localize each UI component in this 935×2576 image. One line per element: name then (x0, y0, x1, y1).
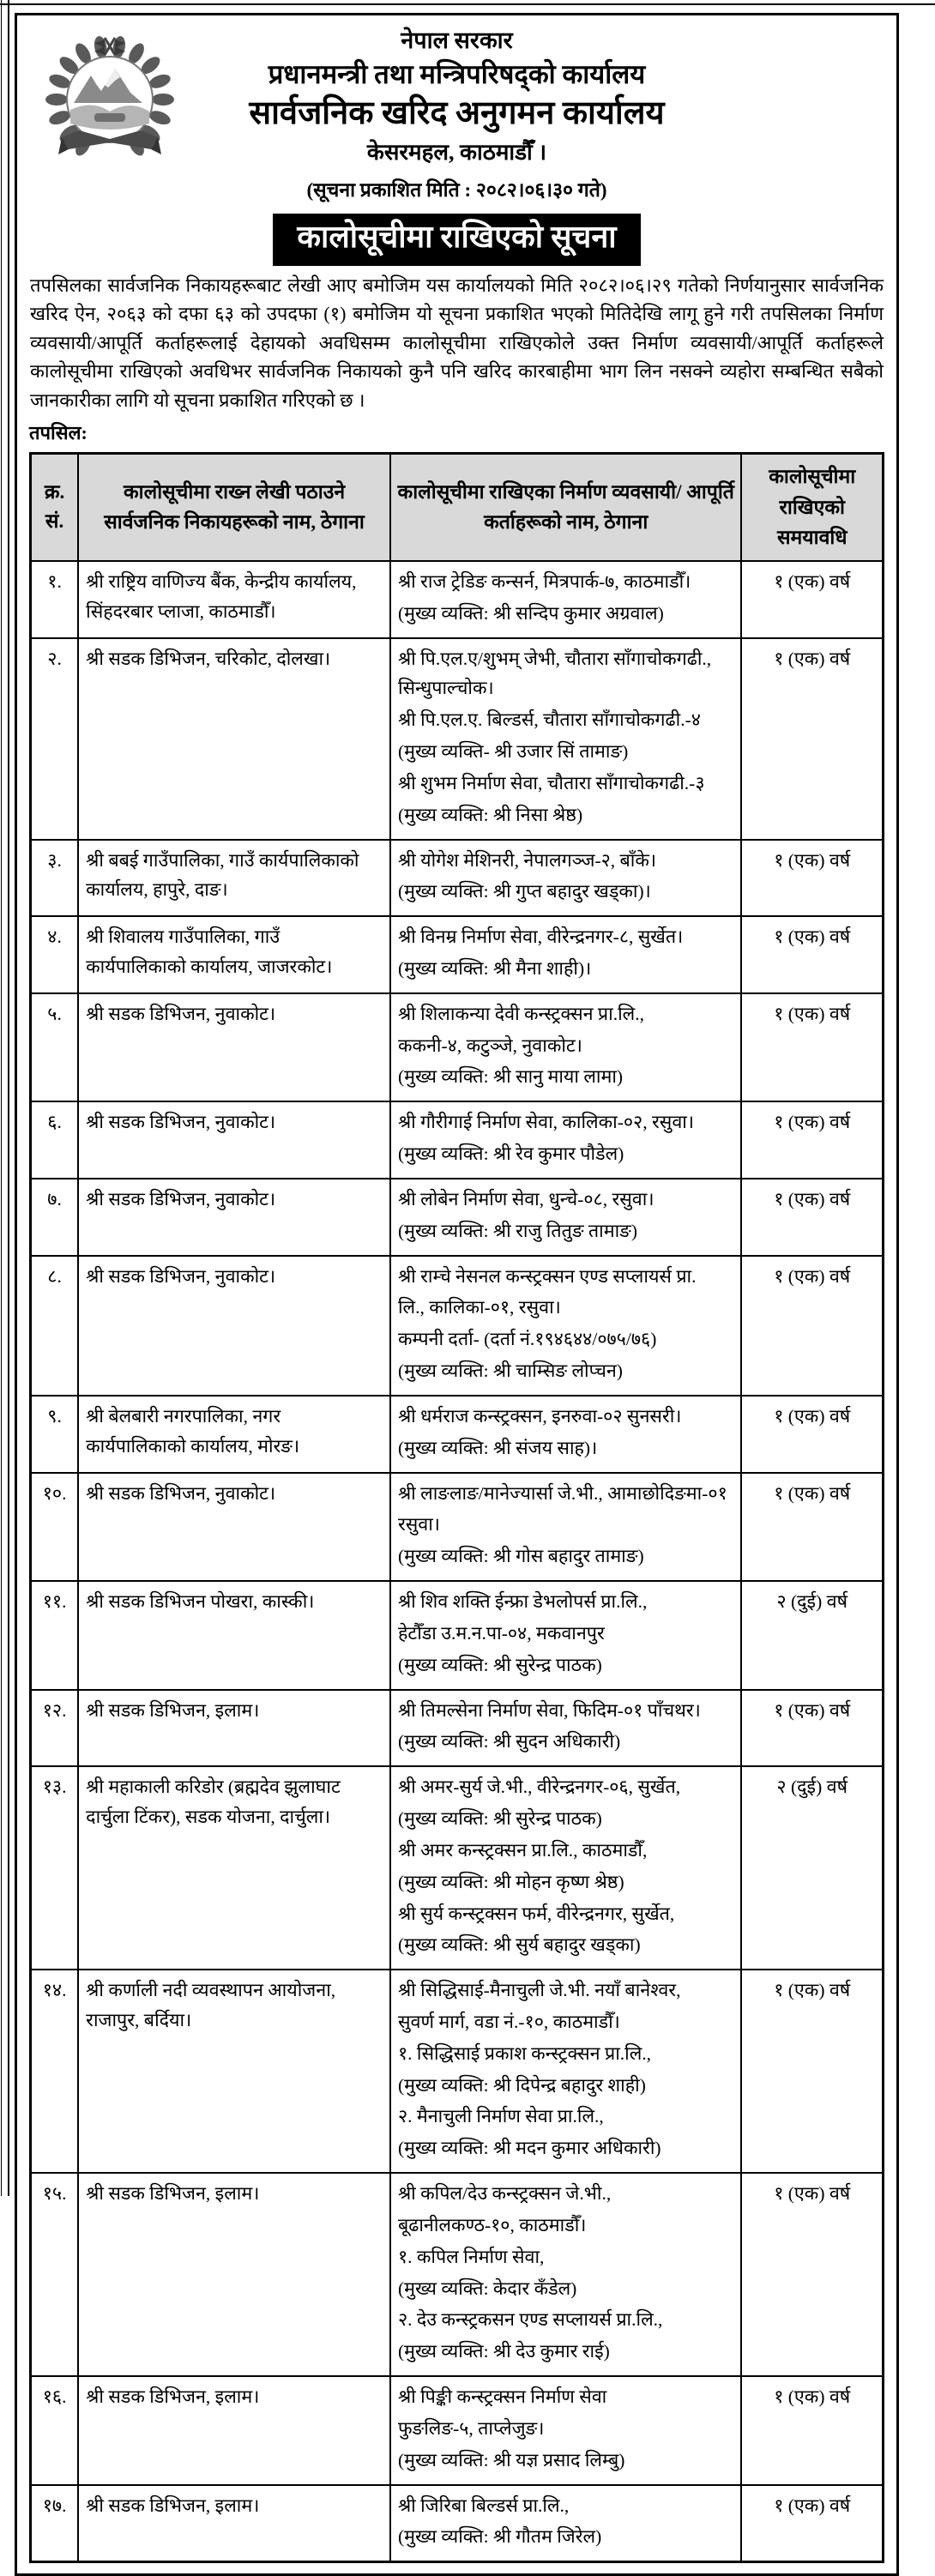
duration-cell: १ (एक) वर्ष (741, 1179, 883, 1256)
duration-cell: २ (दुई) वर्ष (741, 1766, 883, 1970)
duration-cell: १ (एक) वर्ष (741, 1396, 883, 1473)
agency-cell: श्री बेलबारी नगरपालिका, नगर कार्यपालिकाको कार्यालय, मोरङ। (78, 1396, 390, 1473)
supplier-line: श्री पि.एल.ए. बिल्डर्स, चौतारा साँगाचोकगढी.-४ (397, 709, 701, 731)
office-title: सार्वजनिक खरिद अनुगमन कार्यालय (249, 95, 665, 132)
supplier-line: (मुख्य व्यक्ति: श्री गुप्त बहादुर खड्का)। (397, 881, 651, 902)
table-row (31, 1396, 884, 1473)
row-number: ७. (31, 1179, 79, 1256)
table-header-row (31, 453, 884, 560)
page-left-rule-inner (8, 0, 9, 2196)
row-number: १५. (31, 2173, 79, 2376)
row-number: १६. (31, 2376, 79, 2484)
header-duration: कालोसूचीमा राखिएको समयावधि (741, 453, 883, 560)
supplier-line: श्री विनम्र निर्माण सेवा, वीरेन्द्रनगर-८, सुर्खेत। (397, 926, 684, 948)
table-row (31, 916, 884, 993)
table-row (31, 1970, 884, 2173)
intro-paragraph: तपसिलका सार्वजनिक निकायहरूबाट लेखी आए बमोजिम यस कार्यालयको मिति २०८२।०६।२९ गतेको निर्णयानुसार सार्वजनिक खरिद ऐन, २०६३ को दफा ६३ को उपदफा (१) बमोजिम यो सूचना प्रकाशित भएको मितिदेखि लागू हुने गरी तपसिलका निर्माण व्यवसायी/आपूर्ति कर्ताहरूलाई देहायको अवधिसम्म कालोसूचीमा राखिएकोले उक्त निर्माण व्यवसायी/आपूर्ति कर्ताहरूले कालोसूचीमा राखिएको अवधिभर सार्वजनिक निकायको कुनै पनि खरिद कारबाहीमा भाग लिन नसक्ने व्यहोरा सम्बन्धित सबैको जानकारीका लागि यो सूचना प्रकाशित गरिएको छ । (30, 274, 884, 411)
row-number: १७. (31, 2485, 79, 2562)
agency-cell: श्री सडक डिभिजन, नुवाकोट। (78, 993, 390, 1101)
supplier-line: श्री गौरीगाई निर्माण सेवा, कालिका-०२, रसुवा। (397, 1112, 694, 1133)
header-sn-line1: क्र. (44, 480, 65, 503)
row-number: १४. (31, 1970, 79, 2173)
supplier-line: (मुख्य व्यक्ति: श्री सानु माया लामा) (397, 1066, 624, 1088)
published-date: (सूचना प्रकाशित मिति : २०८२।०६।३० गते) (306, 178, 607, 201)
table-row (31, 1766, 884, 1970)
table-row (31, 2173, 884, 2376)
row-number: १. (31, 561, 79, 638)
supplier-line: (मुख्य व्यक्ति: श्री निसा श्रेष्ठ) (397, 804, 583, 825)
supplier-line: बूढानीलकण्ठ-१०, काठमाडौँ। (397, 2214, 587, 2235)
notice-box (15, 13, 899, 2576)
supplier-line: (मुख्य व्यक्ति: श्री मदन कुमार अधिकारी) (397, 2138, 661, 2159)
agency-cell: श्री बबई गाउँपालिका, गाउँ कार्यपालिकाको कार्यालय, हापुरे, दाङ। (78, 840, 390, 917)
header-sn-line2: सं. (45, 510, 64, 533)
duration-cell: १ (एक) वर्ष (741, 1256, 883, 1396)
page-left-rule-outer (1, 0, 2, 2196)
supplier-line: ककनी-४, कटुञ्जे, नुवाकोट। (397, 1035, 582, 1056)
supplier-line: श्री अमर कन्स्ट्रक्सन प्रा.लि., काठमाडौँ, (397, 1839, 648, 1861)
agency-cell: श्री शिवालय गाउँपालिका, गाउँ कार्यपालिकाको कार्यालय, जाजरकोट। (78, 916, 390, 993)
row-number: १२. (31, 1690, 79, 1767)
nepal-coat-of-arms-icon (45, 27, 175, 172)
supplier-cell (390, 1179, 742, 1256)
supplier-cell (390, 638, 742, 840)
supplier-line: (मुख्य व्यक्ति- श्री उजार सिं तामाङ) (397, 741, 629, 763)
supplier-line: श्री राज ट्रेडिङ कन्सर्न, मित्रपार्क-७, काठमाडौँ। (397, 570, 691, 592)
table-row (31, 1179, 884, 1256)
supplier-line: (मुख्य व्यक्ति: श्री सुरेन्द्र पाठक) (397, 1808, 602, 1830)
office-address: केसरमहल, काठमाडौँ । (366, 139, 547, 165)
table-row (31, 2485, 884, 2562)
agency-cell: श्री सडक डिभिजन, नुवाकोट। (78, 1473, 390, 1581)
supplier-line: (मुख्य व्यक्ति: श्री मोहन कृष्ण श्रेष्ठ) (397, 1871, 624, 1892)
supplier-line: श्री पि.एल.ए/शुभम् जेभी, चौतारा साँगाचोकगढी., सिन्धुपाल्चोक। (397, 648, 712, 699)
supplier-line: श्री कपिल/देउ कन्स्ट्रक्सन जे.भी., (397, 2183, 612, 2205)
supplier-line: श्री पिङ्की कन्स्ट्रक्सन निर्माण सेवा (397, 2386, 607, 2408)
duration-cell: १ (एक) वर्ष (741, 638, 883, 840)
table-row (31, 1101, 884, 1179)
table-row (31, 638, 884, 840)
agency-cell: श्री सडक डिभिजन, इलाम। (78, 2485, 390, 2562)
row-number: १०. (31, 1473, 79, 1581)
blacklist-table (29, 452, 884, 2563)
agency-cell: श्री कर्णाली नदी व्यवस्थापन आयोजना, राजापुर, बर्दिया। (78, 1970, 390, 2173)
tapasil-label: तपसिल: (29, 421, 87, 443)
agency-cell: श्री महाकाली करिडोर (ब्रह्मदेव झुलाघाट दार्चुला टिंकर), सडक योजना, दार्चुला। (78, 1766, 390, 1970)
supplier-cell (390, 993, 742, 1101)
supplier-line: (मुख्य व्यक्ति: श्री गौतम जिरेल) (397, 2526, 602, 2548)
supplier-cell (390, 2173, 742, 2376)
row-number: ६. (31, 1101, 79, 1179)
duration-cell: १ (एक) वर्ष (741, 2173, 883, 2376)
supplier-cell (390, 1970, 742, 2173)
row-number: ९. (31, 1396, 79, 1473)
supplier-line: (मुख्य व्यक्ति: श्री सुदन अधिकारी) (397, 1731, 621, 1753)
agency-cell: श्री राष्ट्रिय वाणिज्य बैंक, केन्द्रीय कार्यालय, सिंहदरबार प्लाजा, काठमाडौँ। (78, 561, 390, 638)
supplier-line: श्री शुभम निर्माण सेवा, चौतारा साँगाचोकगढी.-३ (397, 772, 705, 793)
table-row (31, 561, 884, 638)
table-row (31, 993, 884, 1101)
supplier-line: हेटौँडा उ.म.न.पा-०४, मकवानपुर (397, 1622, 605, 1644)
supplier-cell (390, 2376, 742, 2484)
duration-cell: १ (एक) वर्ष (741, 1473, 883, 1581)
supplier-line: श्री शिव शक्ति ईन्फ्रा डेभलोपर्स प्रा.लि., (397, 1591, 648, 1613)
supplier-cell (390, 1581, 742, 1689)
agency-cell: श्री सडक डिभिजन, इलाम। (78, 2376, 390, 2484)
letterhead (29, 21, 884, 203)
duration-cell: १ (एक) वर्ष (741, 1970, 883, 2173)
header-supplier: कालोसूचीमा राखिएका निर्माण व्यवसायी/ आपूर्ति कर्ताहरूको नाम, ठेगाना (390, 453, 742, 560)
row-number: ११. (31, 1581, 79, 1689)
supplier-line: श्री अमर-सुर्य जे.भी., वीरेन्द्रनगर-०६, सुर्खेत, (397, 1777, 681, 1798)
supplier-line: श्री योगेश मेशिनरी, नेपालगञ्ज-२, बाँके। (397, 849, 657, 871)
agency-cell: श्री सडक डिभिजन, नुवाकोट। (78, 1179, 390, 1256)
supplier-line: २. देउ कन्स्ट्रकसन एण्ड सप्लायर्स प्रा.लि., (397, 2309, 663, 2331)
supplier-cell (390, 1766, 742, 1970)
duration-cell: १ (एक) वर्ष (741, 1101, 883, 1179)
header-agency: कालोसूचीमा राख्न लेखी पठाउने सार्वजनिक निकायहरूको नाम, ठेगाना (78, 453, 390, 560)
supplier-line: श्री सिद्धिसाई-मैनाचुली जे.भी. नयाँ बानेश्वर, (397, 1980, 681, 2001)
agency-cell: श्री सडक डिभिजन, इलाम। (78, 2173, 390, 2376)
row-number: १३. (31, 1766, 79, 1970)
row-number: ३. (31, 840, 79, 917)
duration-cell: १ (एक) वर्ष (741, 561, 883, 638)
supplier-line: श्री सुर्य कन्स्ट्रक्सन फर्म, वीरेन्द्रनगर, सुर्खेत, (397, 1903, 675, 1924)
supplier-cell (390, 1396, 742, 1473)
supplier-line: (मुख्य व्यक्ति: श्री दिपेन्द्र बहादुर शाही) (397, 2074, 646, 2096)
duration-cell: १ (एक) वर्ष (741, 2485, 883, 2562)
supplier-line: (मुख्य व्यक्ति: श्री रेव कुमार पौडेल) (397, 1143, 624, 1165)
agency-cell: श्री सडक डिभिजन, नुवाकोट। (78, 1256, 390, 1396)
supplier-line: (मुख्य व्यक्ति: श्री संजय साह)। (397, 1437, 598, 1458)
duration-cell: १ (एक) वर्ष (741, 840, 883, 917)
row-number: ४. (31, 916, 79, 993)
page-top-rule (0, 3, 935, 5)
supplier-line: लि., कालिका-०१, रसुवा। (397, 1297, 561, 1318)
agency-cell: श्री सडक डिभिजन पोखरा, कास्की। (78, 1581, 390, 1689)
agency-cell: श्री सडक डिभिजन, नुवाकोट। (78, 1101, 390, 1179)
supplier-line: (मुख्य व्यक्ति: श्री यज्ञ प्रसाद लिम्बु) (397, 2449, 625, 2470)
agency-cell: श्री सडक डिभिजन, चरिकोट, दोलखा। (78, 638, 390, 840)
supplier-line: कम्पनी दर्ता- (दर्ता नं.१९४६४४/०७५/७६) (397, 1329, 657, 1350)
parent-office-title: प्रधानमन्त्री तथा मन्त्रिपरिषद्को कार्यालय (268, 59, 646, 90)
supplier-line: श्री तिमल्सेना निर्माण सेवा, फिदिम-०१ पाँचथर। (397, 1699, 701, 1721)
supplier-line: (मुख्य व्यक्ति: श्री सुर्य बहादुर खड्का) (397, 1934, 641, 1956)
supplier-cell (390, 2485, 742, 2562)
supplier-line: (मुख्य व्यक्ति: श्री गोस बहादुर तामाङ) (397, 1546, 644, 1567)
table-row (31, 2376, 884, 2484)
supplier-line: (मुख्य व्यक्ति: श्री राजु तितुङ तामाङ) (397, 1220, 638, 1241)
supplier-line: श्री लाङलाङ/मानेज्यार्सा जे.भी., आमाछोदिङमा-०१ (397, 1482, 727, 1504)
table-row (31, 1473, 884, 1581)
duration-cell: १ (एक) वर्ष (741, 916, 883, 993)
table-row (31, 1256, 884, 1396)
supplier-line: (मुख्य व्यक्ति: श्री चाम्सिङ लोप्चन) (397, 1360, 623, 1382)
duration-cell: १ (एक) वर्ष (741, 1690, 883, 1767)
supplier-cell (390, 1256, 742, 1396)
blacklist-table-body (31, 561, 884, 2562)
supplier-line: (मुख्य व्यक्ति: श्री सन्दिप कुमार अग्रवाल) (397, 602, 664, 624)
table-row (31, 840, 884, 917)
supplier-line: रसुवा। (397, 1514, 440, 1535)
supplier-line: १. कपिल निर्माण सेवा, (397, 2246, 545, 2267)
supplier-line: श्री धर्मराज कन्स्ट्रक्सन, इनरुवा-०२ सुनसरी। (397, 1405, 682, 1427)
duration-cell: १ (एक) वर्ष (741, 993, 883, 1101)
row-number: २. (31, 638, 79, 840)
supplier-cell (390, 1473, 742, 1581)
duration-cell: २ (दुई) वर्ष (741, 1581, 883, 1689)
government-title: नेपाल सरकार (401, 27, 513, 53)
supplier-line: श्री लोबेन निर्माण सेवा, धुन्चे-०८, रसुवा। (397, 1188, 654, 1210)
table-row (31, 1581, 884, 1689)
supplier-line: सुवर्ण मार्ग, वडा नं.-१०, काठमाडौँ। (397, 2012, 620, 2032)
supplier-cell (390, 1690, 742, 1767)
header-sn (31, 453, 79, 560)
supplier-cell (390, 1101, 742, 1179)
supplier-cell (390, 840, 742, 917)
supplier-line: श्री शिलाकन्या देवी कन्स्ट्रक्सन प्रा.लि., (397, 1003, 645, 1024)
duration-cell: १ (एक) वर्ष (741, 2376, 883, 2484)
supplier-line: (मुख्य व्यक्ति: श्री देउ कुमार राई) (397, 2341, 610, 2362)
supplier-cell (390, 916, 742, 993)
row-number: ५. (31, 993, 79, 1101)
supplier-line: (मुख्य व्यक्ति: श्री सुरेन्द्र पाठक) (397, 1654, 602, 1675)
supplier-line: (मुख्य व्यक्ति: श्री मैना शाही)। (397, 957, 592, 979)
supplier-cell (390, 561, 742, 638)
supplier-line: १. सिद्धिसाई प्रकाश कन्स्ट्रक्सन प्रा.लि., (397, 2042, 652, 2064)
agency-cell: श्री सडक डिभिजन, इलाम। (78, 1690, 390, 1767)
supplier-line: (मुख्य व्यक्ति: केदार कँडेल) (397, 2277, 577, 2299)
supplier-line: २. मैनाचुली निर्माण सेवा प्रा.लि., (397, 2106, 604, 2127)
row-number: ८. (31, 1256, 79, 1396)
supplier-line: श्री जिरिबा बिल्डर्स प्रा.लि., (397, 2495, 570, 2516)
notice-title-banner: कालोसूचीमा राखिएको सूचना (273, 214, 640, 266)
supplier-line: श्री राम्चे नेसनल कन्स्ट्रक्सन एण्ड सप्लायर्स प्रा. (397, 1265, 697, 1287)
table-row (31, 1690, 884, 1767)
supplier-line: फुङलिङ-५, ताप्लेजुङ। (397, 2417, 545, 2439)
